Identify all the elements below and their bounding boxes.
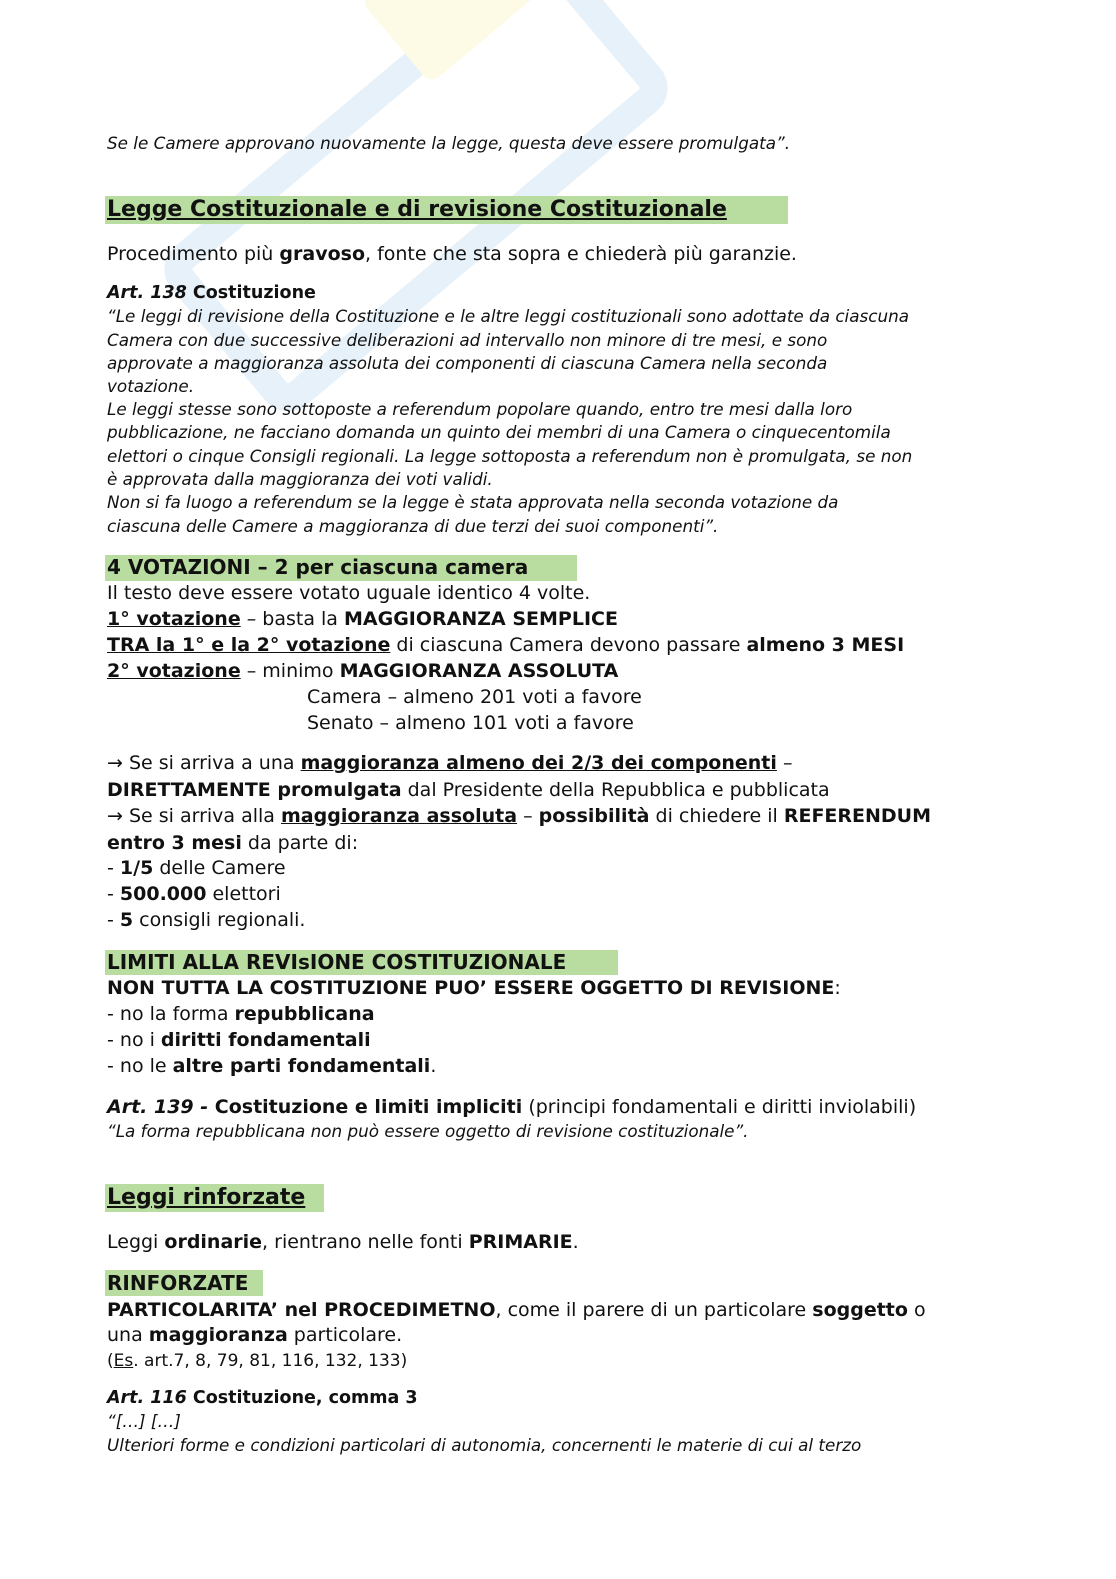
text-run: , come il parere di un particolare <box>495 1299 813 1321</box>
text-run: Legge Costituzionale e di revisione Costituzionale <box>107 197 727 222</box>
heading-legge-costituzionale <box>107 196 727 224</box>
quote-line <box>107 1119 749 1143</box>
text-run: RINFORZATE <box>107 1271 249 1295</box>
text-run: - no le <box>107 1055 173 1077</box>
text-run: PARTICOLARITA’ nel PROCEDIMETNO <box>107 1299 496 1321</box>
text-run: “Le leggi di revisione della Costituzione e le altre leggi costituzionali sono adottate da ciascuna <box>107 306 910 326</box>
text-run: Il testo deve essere votato uguale identico 4 volte. <box>107 582 591 604</box>
text-run: NON TUTTA LA COSTITUZIONE PUO’ ESSERE OGGETTO DI REVISIONE <box>107 977 835 999</box>
text-run: è approvata dalla maggioranza dei voti validi. <box>107 469 493 489</box>
text-run: maggioranza <box>148 1324 288 1346</box>
heading-leggi-rinforzate <box>107 1184 305 1212</box>
text-run: consigli regionali. <box>133 909 306 931</box>
text-run: “La forma repubblicana non può essere oggetto di revisione costituzionale”. <box>107 1121 749 1141</box>
text-run: TRA la 1° e la 2° votazione <box>107 634 391 656</box>
text-run: possibilità <box>538 805 650 827</box>
text-run: Art. 116 <box>107 1388 187 1408</box>
text-run: approvate a maggioranza assoluta dei componenti di ciascuna Camera nella seconda <box>107 353 828 373</box>
text-run: Costituzione <box>186 283 316 303</box>
text-run: una <box>107 1324 149 1346</box>
quote-line <box>107 444 912 468</box>
paragraph <box>107 607 618 631</box>
text-run: – minimo <box>240 660 340 682</box>
text-run: - <box>107 909 120 931</box>
text-run: MAGGIORANZA ASSOLUTA <box>339 660 619 682</box>
text-run: – <box>776 752 793 774</box>
quote-line <box>107 420 891 444</box>
text-run: 1° votazione <box>107 608 241 630</box>
quote-line <box>107 1409 181 1433</box>
text-run: Es <box>113 1351 134 1371</box>
text-run: 2° votazione <box>107 660 241 682</box>
quote-line <box>107 514 718 538</box>
text-run: PRIMARIE <box>468 1231 573 1253</box>
text-run: (principi fondamentali e diritti inviolabili) <box>522 1096 917 1118</box>
text-run: MAGGIORANZA SEMPLICE <box>344 608 618 630</box>
paragraph <box>307 685 642 709</box>
text-run: elettori o cinque Consigli regionali. La legge sottoposta a referendum non è promulgata, se non <box>107 446 913 466</box>
text-run: delle Camere <box>153 857 286 879</box>
paragraph <box>107 1349 407 1373</box>
article-title <box>107 281 316 305</box>
text-run: Art. 138 <box>107 283 187 303</box>
quote-line <box>107 351 827 375</box>
paragraph <box>107 778 830 802</box>
text-run: 500.000 <box>119 883 207 905</box>
quote-line <box>107 490 838 514</box>
paragraph <box>107 831 358 855</box>
text-run: , fonte che sta sopra e chiederà più garanzie. <box>365 243 797 265</box>
quote-line <box>107 374 194 398</box>
paragraph <box>107 1323 402 1347</box>
text-run: Leggi <box>107 1231 165 1253</box>
text-run: Art. 139 - <box>107 1096 215 1118</box>
text-run: Senato – almeno 101 voti a favore <box>307 712 634 734</box>
text-run: almeno 3 MESI <box>746 634 905 656</box>
list-item <box>107 1054 436 1078</box>
text-run: repubblicana <box>234 1003 375 1025</box>
text-run: entro 3 mesi <box>107 832 242 854</box>
text-run: 4 VOTAZIONI – 2 per ciascuna camera <box>107 555 529 579</box>
text-run: . <box>430 1055 437 1077</box>
text-run: elettori <box>206 883 281 905</box>
text-run: REFERENDUM <box>783 805 932 827</box>
paragraph <box>107 581 590 605</box>
paragraph <box>107 804 931 828</box>
text-run: di chiedere il <box>649 805 784 827</box>
text-run: Costituzione, comma 3 <box>186 1388 418 1408</box>
text-run: ( <box>107 1351 114 1371</box>
text-run: di ciascuna Camera devono passare <box>390 634 747 656</box>
text-run: – basta la <box>240 608 344 630</box>
text-run: da parte di: <box>241 832 359 854</box>
text-run: Leggi rinforzate <box>107 1185 306 1210</box>
paragraph <box>307 711 634 735</box>
text-run: 1/5 <box>119 857 154 879</box>
text-run: soggetto <box>812 1299 908 1321</box>
text-run: Ulteriori forme e condizioni particolari di autonomia, concernenti le materie di cui al terzo <box>107 1435 862 1455</box>
quote-line <box>107 467 493 491</box>
text-run: particolare. <box>287 1324 403 1346</box>
text-run: - <box>107 857 120 879</box>
paragraph <box>107 751 792 775</box>
text-run: gravoso <box>279 243 365 265</box>
text-run: : <box>834 977 841 999</box>
text-run: Procedimento più <box>107 243 280 265</box>
paragraph <box>107 659 618 683</box>
text-run: Se le Camere approvano nuovamente la legge, questa deve essere promulgata”. <box>107 133 791 153</box>
paragraph <box>107 1230 579 1254</box>
text-run: - no la forma <box>107 1003 235 1025</box>
text-run: “[…] […] <box>107 1411 181 1431</box>
list-item <box>107 908 305 932</box>
text-run: → Se si arriva a una <box>107 752 301 774</box>
heading-limiti <box>107 950 566 974</box>
paragraph <box>107 633 904 657</box>
text-run: 5 <box>119 909 134 931</box>
list-item <box>107 882 281 906</box>
quote-line <box>107 397 852 421</box>
text-run: ordinarie <box>164 1231 263 1253</box>
text-run: maggioranza almeno dei 2/3 dei componenti <box>300 752 777 774</box>
article-title <box>107 1095 916 1119</box>
list-item <box>107 856 286 880</box>
text-run: ciascuna delle Camere a maggioranza di due terzi dei suoi componenti”. <box>107 516 719 536</box>
quote-line <box>107 328 827 352</box>
text-run: . <box>572 1231 579 1253</box>
quote-line <box>107 131 790 155</box>
paragraph <box>107 242 797 266</box>
list-item <box>107 1002 375 1026</box>
text-run: - no i <box>107 1029 161 1051</box>
text-run: Camera – almeno 201 voti a favore <box>307 686 642 708</box>
text-run: Costituzione e limiti impliciti <box>214 1096 523 1118</box>
text-run: , rientrano nelle fonti <box>262 1231 469 1253</box>
text-run: altre parti fondamentali <box>172 1055 431 1077</box>
list-item <box>107 1028 371 1052</box>
text-run: – <box>517 805 539 827</box>
text-run: → Se si arriva alla <box>107 805 281 827</box>
text-run: LIMITI ALLA REVIsIONE COSTITUZIONALE <box>107 950 567 974</box>
article-title <box>107 1386 418 1410</box>
text-run: Le leggi stesse sono sottoposte a referendum popolare quando, entro tre mesi dalla loro <box>107 399 853 419</box>
text-run: Camera con due successive deliberazioni ad intervallo non minore di tre mesi, e sono <box>107 330 828 350</box>
text-run: maggioranza assoluta <box>281 805 518 827</box>
text-run: DIRETTAMENTE promulgata <box>107 779 402 801</box>
text-run: o <box>907 1299 926 1321</box>
paragraph <box>107 1298 926 1322</box>
text-run: - <box>107 883 120 905</box>
text-run: pubblicazione, ne facciano domanda un quinto dei membri di una Camera o cinquecentomila <box>107 422 891 442</box>
text-run: . art.7, 8, 79, 81, 116, 132, 133) <box>133 1351 408 1371</box>
paragraph <box>107 976 841 1000</box>
text-run: dal Presidente della Repubblica e pubblicata <box>401 779 830 801</box>
text-run: votazione. <box>107 376 195 396</box>
heading-rinforzate <box>107 1271 248 1295</box>
text-run: Non si fa luogo a referendum se la legge è stata approvata nella seconda votazione da <box>107 492 839 512</box>
quote-line <box>107 304 909 328</box>
heading-votazioni <box>107 555 528 579</box>
quote-line <box>107 1433 861 1457</box>
text-run: diritti fondamentali <box>160 1029 371 1051</box>
